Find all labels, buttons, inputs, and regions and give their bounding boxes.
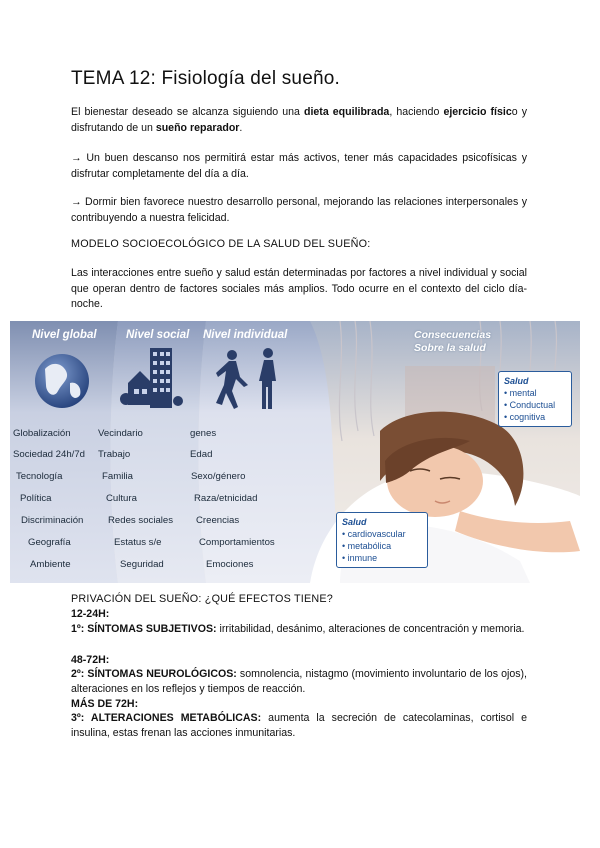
deprivation-s3-label: 3º: ALTERACIONES METABÓLICAS:: [71, 712, 262, 724]
health-box-physical: [336, 512, 428, 568]
social-item: Cultura: [106, 493, 137, 504]
individual-item: Sexo/género: [191, 471, 246, 482]
deprivation-s3: [71, 711, 527, 742]
deprivation-s2-text: somnolencia, nistagmo (movimiento involuntario de los ojos), alteraciones en los reflejos y tiempos de reacción.: [71, 668, 527, 696]
social-item: Estatus s/e: [114, 537, 162, 548]
deprivation-s1: [71, 622, 527, 637]
health-box-item: • cognitiva: [504, 412, 546, 422]
model-paragraph: Las interacciones entre sueño y salud están determinadas por factores a nivel individual y social que operan dentro de factores sociales más amplios. Todo ocurre en el contexto del ciclo día-noche.: [71, 267, 527, 310]
deprivation-s3-text: aumenta la secreción de catecolaminas, cortisol e insulina, estas frenan las acciones inmunitarias.: [71, 712, 527, 740]
model-title: MODELO SOCIOECOLÓGICO DE LA SALUD DEL SUEÑO:: [71, 238, 371, 250]
figure-illustration: [10, 321, 580, 583]
individual-level-label: Nivel individual: [203, 329, 288, 341]
individual-item: Comportamientos: [199, 537, 275, 548]
intro-paragraph: [71, 105, 527, 136]
global-item: Sociedad 24h/7d: [13, 449, 86, 460]
social-item: Vecindario: [98, 428, 143, 439]
social-item: Familia: [102, 471, 133, 482]
intro-bold-diet: dieta equilibrada: [303, 106, 390, 118]
deprivation-s1-label: 1º: SÍNTOMAS SUBJETIVOS:: [71, 623, 217, 635]
health-box-mental: [498, 371, 572, 427]
social-item: Trabajo: [98, 449, 131, 460]
deprivation-h3-text: MÁS DE 72H:: [71, 698, 139, 710]
intro-text-1: El bienestar deseado se alcanza siguiendo una: [71, 106, 304, 118]
global-item: Política: [20, 493, 52, 504]
consequences-line-1: Consecuencias: [414, 329, 492, 341]
consequences-heading: [414, 329, 491, 355]
individual-item: Creencias: [196, 515, 240, 526]
deprivation-s2-label: 2º: SÍNTOMAS NEUROLÓGICOS:: [71, 668, 237, 680]
deprivation-s1-text: irritabilidad, desánimo, alteraciones de concentración y memoria.: [216, 623, 525, 635]
global-item: Geografía: [28, 537, 71, 548]
global-item: Discriminación: [21, 515, 84, 526]
social-item: Redes sociales: [108, 515, 174, 526]
arrow-paragraph-2: → Dormir bien favorece nuestro desarrollo personal, mejorando las relaciones interpersonales y contribuyendo a nuestra felicidad.: [71, 196, 527, 224]
intro-text-4: .: [239, 121, 243, 134]
health-box-item: • metabólica: [342, 541, 392, 551]
arrow-paragraph-1: → Un buen descanso nos permitirá estar más activos, tener más capacidades psicofísicas y disfrutar completamente del día a día.: [71, 152, 527, 180]
social-item: Seguridad: [120, 559, 164, 570]
health-box-item: • inmune: [342, 553, 378, 563]
deprivation-h1: [71, 607, 527, 622]
page-title: TEMA 12: Fisiología del sueño.: [71, 68, 340, 89]
deprivation-h2-text: 48-72H:: [71, 654, 110, 666]
global-level-label: Nivel global: [32, 329, 97, 341]
intro-text-2: , haciendo: [389, 106, 444, 118]
individual-item: Raza/etnicidad: [194, 493, 258, 504]
individual-item: Edad: [190, 449, 213, 460]
consequences-line-2: Sobre la salud: [414, 342, 486, 354]
global-item: Tecnología: [16, 471, 63, 482]
health-box-item: • Conductual: [504, 400, 556, 410]
intro-bold-sleep: sueño reparador: [155, 121, 240, 134]
health-box-title: Salud: [342, 517, 367, 527]
global-item: Globalización: [13, 428, 71, 439]
intro-text-3: o y disfrutando de un: [71, 106, 527, 134]
global-item: Ambiente: [30, 559, 71, 570]
globe-icon: [35, 354, 89, 408]
individual-item: genes: [190, 428, 217, 439]
deprivation-h2: [71, 653, 527, 668]
social-level-label: Nivel social: [126, 329, 190, 341]
health-box-title: Salud: [504, 376, 529, 386]
individual-item: Emociones: [206, 559, 254, 570]
deprivation-title: PRIVACIÓN DEL SUEÑO: ¿QUÉ EFECTOS TIENE?: [71, 593, 333, 605]
health-box-item: • mental: [504, 388, 537, 398]
deprivation-s2: [71, 667, 527, 698]
health-box-item: • cardiovascular: [342, 529, 406, 539]
deprivation-h3: [71, 697, 527, 712]
socioecological-figure: [10, 321, 580, 583]
intro-bold-exercise: ejercicio físic: [443, 106, 512, 118]
deprivation-h1-text: 12-24H:: [71, 608, 110, 620]
